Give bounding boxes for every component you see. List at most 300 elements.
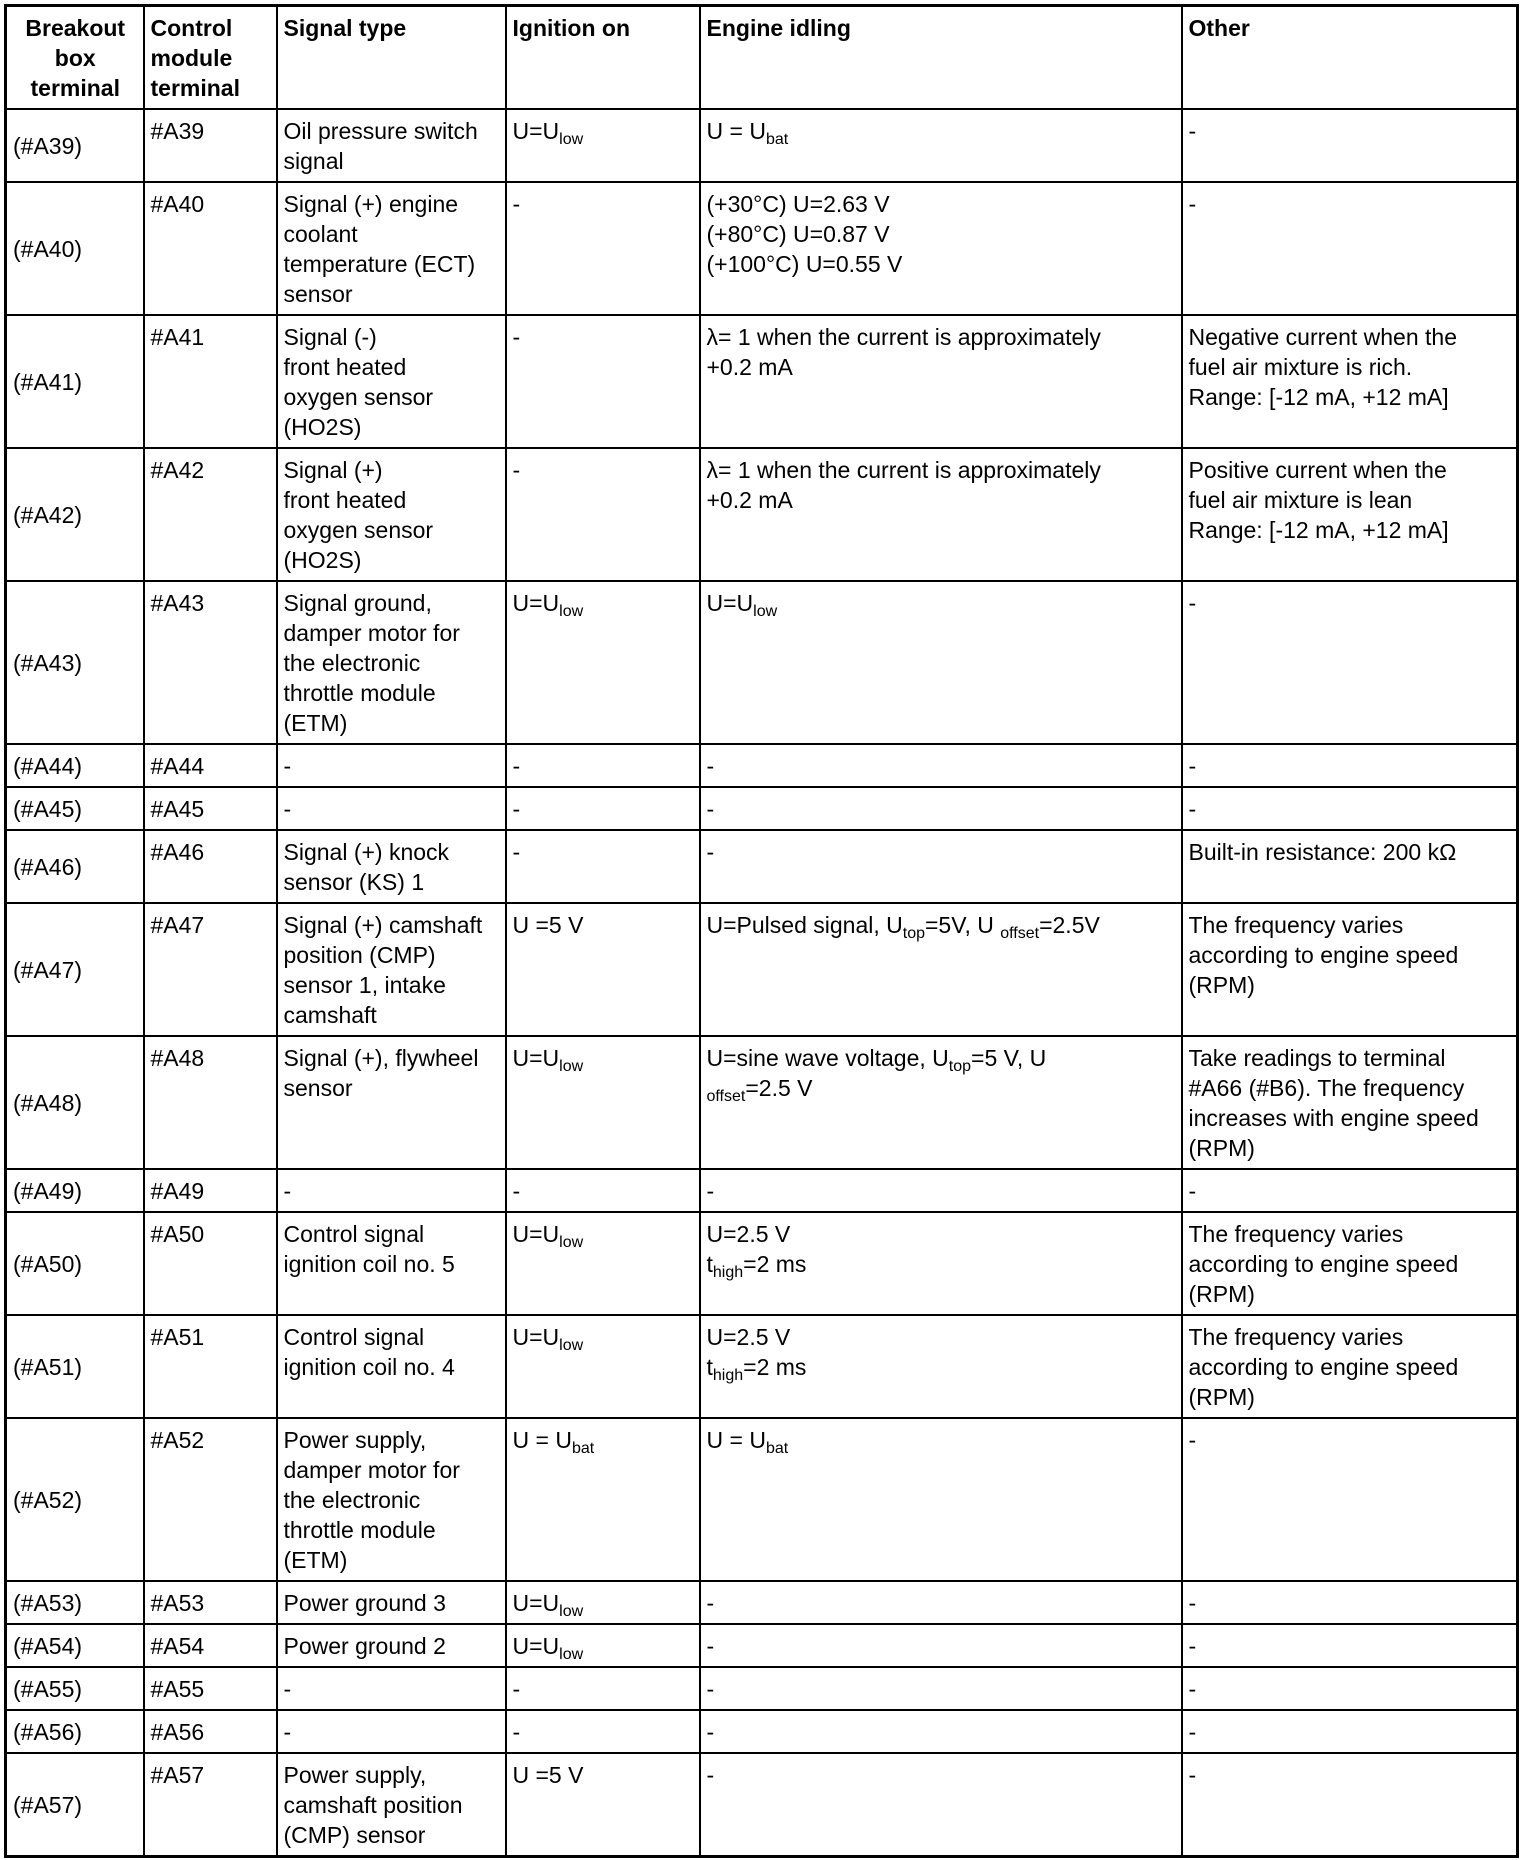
subscript: offset <box>1000 925 1040 942</box>
module-terminal-cell <box>144 1212 277 1315</box>
value-line <box>707 1352 1176 1382</box>
signal-type-cell <box>277 109 506 182</box>
other-line: (RPM) <box>1188 972 1255 998</box>
value-text: - <box>706 1719 715 1745</box>
module-terminal-label: #A42 <box>150 457 205 483</box>
value-text: U = U <box>706 118 766 144</box>
table-row <box>6 787 1518 830</box>
ignition-on-cell <box>506 787 700 830</box>
value-text: =2.5V <box>1039 912 1100 938</box>
table-row <box>6 1753 1518 1857</box>
value-line <box>707 794 1176 824</box>
table-body <box>6 109 1518 1857</box>
value-text: - <box>512 1178 521 1204</box>
value-text: U=Pulsed signal, U <box>706 912 903 938</box>
header-line: Breakout <box>25 15 126 41</box>
value-text: t <box>706 1251 713 1277</box>
other-line: according to engine speed <box>1188 942 1459 968</box>
breakout-terminal-label: (#A43) <box>13 650 83 676</box>
value-text: U=U <box>512 590 560 616</box>
breakout-terminal-cell <box>6 1315 144 1418</box>
value-line <box>707 910 1176 940</box>
other-cell <box>1182 1624 1518 1667</box>
module-terminal-cell <box>144 315 277 448</box>
breakout-terminal-label: (#A53) <box>13 1590 83 1616</box>
value-line <box>513 837 694 867</box>
value-text: - <box>706 1676 715 1702</box>
value-line <box>513 1717 694 1747</box>
module-terminal-cell <box>144 1315 277 1418</box>
table-row <box>6 1667 1518 1710</box>
signal-type-line: - <box>283 753 292 779</box>
value-line <box>707 1322 1176 1352</box>
module-terminal-cell <box>144 787 277 830</box>
header-line: terminal <box>150 75 240 101</box>
signal-type-line: Power ground 3 <box>283 1590 446 1616</box>
table-row <box>6 830 1518 903</box>
value-text: - <box>512 457 521 483</box>
other-line: The frequency varies <box>1188 1221 1404 1247</box>
engine-idling-cell <box>700 903 1182 1036</box>
value-line <box>513 189 694 219</box>
header-ignition-on <box>506 6 700 110</box>
terminal-table-container <box>4 4 1519 1858</box>
signal-type-cell <box>277 1315 506 1418</box>
breakout-terminal-cell <box>6 1624 144 1667</box>
value-line <box>513 1631 694 1661</box>
value-text: +0.2 mA <box>706 487 793 513</box>
module-terminal-cell <box>144 1418 277 1581</box>
header-engine-idling <box>700 6 1182 110</box>
value-text: - <box>706 1590 715 1616</box>
engine-idling-cell <box>700 1418 1182 1581</box>
other-cell <box>1182 581 1518 744</box>
module-terminal-label: #A46 <box>150 839 205 865</box>
value-text: - <box>706 796 715 822</box>
other-line: Range: [-12 mA, +12 mA] <box>1188 384 1449 410</box>
breakout-terminal-cell <box>6 581 144 744</box>
signal-type-line: damper motor for <box>283 620 460 646</box>
signal-type-cell <box>277 1753 506 1857</box>
table-row <box>6 1581 1518 1624</box>
signal-type-line: damper motor for <box>283 1457 460 1483</box>
other-line: Built-in resistance: 200 kΩ <box>1188 839 1457 865</box>
subscript: low <box>559 1646 584 1663</box>
module-terminal-label: #A43 <box>150 590 205 616</box>
header-line: box <box>54 45 96 71</box>
signal-type-line: camshaft <box>283 1002 377 1028</box>
header-control-module-terminal <box>144 6 277 110</box>
other-line: - <box>1188 796 1197 822</box>
ignition-on-cell <box>506 581 700 744</box>
signal-type-cell <box>277 1212 506 1315</box>
signal-type-cell <box>277 787 506 830</box>
value-line <box>513 1219 694 1249</box>
value-text: =2 ms <box>743 1251 807 1277</box>
subscript: bat <box>765 1440 789 1457</box>
value-line <box>513 1425 694 1455</box>
value-line <box>707 1176 1176 1206</box>
value-line <box>707 116 1176 146</box>
ignition-on-cell <box>506 182 700 315</box>
value-text: U=U <box>512 1045 560 1071</box>
other-cell <box>1182 1667 1518 1710</box>
signal-type-line: Signal (+) <box>283 457 383 483</box>
ignition-on-cell <box>506 1418 700 1581</box>
other-cell <box>1182 1753 1518 1857</box>
value-text: U = U <box>706 1427 766 1453</box>
value-text: - <box>512 1719 521 1745</box>
breakout-terminal-cell <box>6 1667 144 1710</box>
value-text: (+30°C) U=2.63 V <box>706 191 890 217</box>
value-line <box>707 1760 1176 1790</box>
value-text: +0.2 mA <box>706 354 793 380</box>
signal-type-cell <box>277 448 506 581</box>
other-line: - <box>1188 1762 1197 1788</box>
value-line <box>707 1674 1176 1704</box>
signal-type-cell <box>277 830 506 903</box>
value-line <box>707 1219 1176 1249</box>
signal-type-line: the electronic <box>283 1487 421 1513</box>
subscript: low <box>559 603 584 620</box>
module-terminal-label: #A39 <box>150 118 205 144</box>
other-line: - <box>1188 753 1197 779</box>
header-signal-type <box>277 6 506 110</box>
value-text: U =5 V <box>512 912 584 938</box>
module-terminal-cell <box>144 448 277 581</box>
other-line: - <box>1188 590 1197 616</box>
breakout-terminal-cell <box>6 744 144 787</box>
module-terminal-cell <box>144 182 277 315</box>
signal-type-line: Signal (+) camshaft <box>283 912 483 938</box>
breakout-terminal-cell <box>6 315 144 448</box>
signal-type-cell <box>277 1710 506 1753</box>
value-line <box>707 352 1176 382</box>
value-text: t <box>706 1354 713 1380</box>
value-text: - <box>512 796 521 822</box>
ignition-on-cell <box>506 109 700 182</box>
breakout-terminal-cell <box>6 182 144 315</box>
value-text: =2 ms <box>743 1354 807 1380</box>
value-line <box>707 1249 1176 1279</box>
engine-idling-cell <box>700 448 1182 581</box>
engine-idling-cell <box>700 1169 1182 1212</box>
other-line: - <box>1188 191 1197 217</box>
engine-idling-cell <box>700 1581 1182 1624</box>
other-cell <box>1182 1036 1518 1169</box>
subscript: low <box>559 1603 584 1620</box>
other-line: #A66 (#B6). The frequency <box>1188 1075 1465 1101</box>
signal-type-cell <box>277 182 506 315</box>
other-line: according to engine speed <box>1188 1354 1459 1380</box>
table-row <box>6 109 1518 182</box>
module-terminal-cell <box>144 903 277 1036</box>
breakout-terminal-label: (#A40) <box>13 236 83 262</box>
value-text: - <box>512 324 521 350</box>
value-line <box>707 1631 1176 1661</box>
engine-idling-cell <box>700 581 1182 744</box>
signal-type-line: Power supply, <box>283 1427 427 1453</box>
value-line <box>707 249 1176 279</box>
value-text: U=U <box>512 118 560 144</box>
value-text: U = U <box>512 1427 572 1453</box>
breakout-terminal-cell <box>6 448 144 581</box>
header-other <box>1182 6 1518 110</box>
other-line: fuel air mixture is lean <box>1188 487 1413 513</box>
other-cell <box>1182 1169 1518 1212</box>
ignition-on-cell <box>506 903 700 1036</box>
value-text: U=U <box>706 590 754 616</box>
other-line: (RPM) <box>1188 1135 1255 1161</box>
signal-type-line: Oil pressure switch <box>283 118 478 144</box>
engine-idling-cell <box>700 315 1182 448</box>
value-line <box>707 588 1176 618</box>
signal-type-line: (HO2S) <box>283 547 362 573</box>
signal-type-line: Signal (+) engine <box>283 191 459 217</box>
value-line <box>513 1674 694 1704</box>
header-line: Ignition on <box>512 15 631 41</box>
value-text: - <box>706 753 715 779</box>
module-terminal-label: #A45 <box>150 796 205 822</box>
signal-type-line: sensor 1, intake <box>283 972 446 998</box>
module-terminal-cell <box>144 1667 277 1710</box>
signal-type-line: (ETM) <box>283 710 348 736</box>
other-cell <box>1182 1418 1518 1581</box>
table-row <box>6 1036 1518 1169</box>
table-row <box>6 1418 1518 1581</box>
module-terminal-label: #A48 <box>150 1045 205 1071</box>
other-line: - <box>1188 1633 1197 1659</box>
value-line <box>707 189 1176 219</box>
engine-idling-cell <box>700 182 1182 315</box>
signal-type-line: Control signal <box>283 1324 425 1350</box>
signal-type-line: sensor <box>283 1075 353 1101</box>
module-terminal-label: #A51 <box>150 1324 205 1350</box>
signal-type-line: - <box>283 1676 292 1702</box>
value-text: U=U <box>512 1633 560 1659</box>
value-line <box>707 1043 1176 1073</box>
signal-type-cell <box>277 581 506 744</box>
ignition-on-cell <box>506 1753 700 1857</box>
signal-type-line: oxygen sensor <box>283 384 434 410</box>
value-line <box>707 485 1176 515</box>
engine-idling-cell <box>700 1212 1182 1315</box>
module-terminal-cell <box>144 744 277 787</box>
header-line: Signal type <box>283 15 407 41</box>
value-text: (+100°C) U=0.55 V <box>706 251 903 277</box>
other-line: The frequency varies <box>1188 1324 1404 1350</box>
other-line: - <box>1188 118 1197 144</box>
other-line: fuel air mixture is rich. <box>1188 354 1413 380</box>
value-line <box>707 322 1176 352</box>
other-cell <box>1182 109 1518 182</box>
module-terminal-label: #A40 <box>150 191 205 217</box>
signal-type-line: throttle module <box>283 680 436 706</box>
signal-type-line: ignition coil no. 5 <box>283 1251 455 1277</box>
breakout-terminal-label: (#A49) <box>13 1178 83 1204</box>
header-breakout-box-terminal <box>6 6 144 110</box>
breakout-terminal-label: (#A56) <box>13 1719 83 1745</box>
value-text: U=U <box>512 1590 560 1616</box>
signal-type-line: temperature (ECT) <box>283 251 476 277</box>
value-line <box>707 219 1176 249</box>
module-terminal-label: #A50 <box>150 1221 205 1247</box>
other-line: according to engine speed <box>1188 1251 1459 1277</box>
value-text: - <box>706 839 715 865</box>
value-line <box>707 1588 1176 1618</box>
value-line <box>513 1176 694 1206</box>
table-row <box>6 1624 1518 1667</box>
engine-idling-cell <box>700 1624 1182 1667</box>
module-terminal-label: #A55 <box>150 1676 205 1702</box>
module-terminal-cell <box>144 1624 277 1667</box>
value-line <box>707 1717 1176 1747</box>
terminal-values-table <box>4 4 1519 1858</box>
signal-type-line: the electronic <box>283 650 421 676</box>
other-cell <box>1182 903 1518 1036</box>
subscript: low <box>753 603 778 620</box>
module-terminal-label: #A49 <box>150 1178 205 1204</box>
subscript: low <box>559 1337 584 1354</box>
header-line: Engine idling <box>706 15 851 41</box>
other-line: (RPM) <box>1188 1281 1255 1307</box>
other-line: - <box>1188 1178 1197 1204</box>
table-row <box>6 1212 1518 1315</box>
signal-type-line: sensor <box>283 281 353 307</box>
module-terminal-cell <box>144 830 277 903</box>
breakout-terminal-cell <box>6 1581 144 1624</box>
signal-type-line: Control signal <box>283 1221 425 1247</box>
breakout-terminal-cell <box>6 1710 144 1753</box>
module-terminal-cell <box>144 1581 277 1624</box>
table-row <box>6 1169 1518 1212</box>
signal-type-line: Signal (+), flywheel <box>283 1045 479 1071</box>
value-text: - <box>706 1178 715 1204</box>
table-row <box>6 744 1518 787</box>
other-cell <box>1182 1710 1518 1753</box>
value-text: =5 V, U <box>971 1045 1047 1071</box>
ignition-on-cell <box>506 1667 700 1710</box>
value-line <box>513 1043 694 1073</box>
table-row <box>6 581 1518 744</box>
header-line: Control <box>150 15 233 41</box>
value-text: λ= 1 when the current is approximately <box>706 324 1101 350</box>
module-terminal-cell <box>144 1169 277 1212</box>
breakout-terminal-label: (#A52) <box>13 1487 83 1513</box>
signal-type-line: coolant <box>283 221 358 247</box>
signal-type-line: ignition coil no. 4 <box>283 1354 455 1380</box>
value-line <box>707 837 1176 867</box>
other-line: - <box>1188 1427 1197 1453</box>
signal-type-line: oxygen sensor <box>283 517 434 543</box>
breakout-terminal-cell <box>6 1036 144 1169</box>
engine-idling-cell <box>700 1710 1182 1753</box>
ignition-on-cell <box>506 1212 700 1315</box>
value-line <box>513 455 694 485</box>
breakout-terminal-label: (#A50) <box>13 1251 83 1277</box>
breakout-terminal-cell <box>6 830 144 903</box>
engine-idling-cell <box>700 1753 1182 1857</box>
other-line: Negative current when the <box>1188 324 1457 350</box>
value-line <box>513 794 694 824</box>
signal-type-line: throttle module <box>283 1517 436 1543</box>
other-cell <box>1182 744 1518 787</box>
breakout-terminal-cell <box>6 903 144 1036</box>
ignition-on-cell <box>506 1581 700 1624</box>
table-row <box>6 1315 1518 1418</box>
value-line <box>707 1425 1176 1455</box>
engine-idling-cell <box>700 1667 1182 1710</box>
subscript: high <box>712 1367 744 1384</box>
other-line: increases with engine speed <box>1188 1105 1479 1131</box>
value-text: (+80°C) U=0.87 V <box>706 221 890 247</box>
table-row <box>6 315 1518 448</box>
value-line <box>513 1322 694 1352</box>
value-text: - <box>512 191 521 217</box>
subscript: low <box>559 1234 584 1251</box>
table-row <box>6 903 1518 1036</box>
signal-type-line: - <box>283 796 292 822</box>
signal-type-cell <box>277 315 506 448</box>
engine-idling-cell <box>700 1036 1182 1169</box>
breakout-terminal-cell <box>6 1753 144 1857</box>
breakout-terminal-label: (#A54) <box>13 1633 83 1659</box>
subscript: low <box>559 131 584 148</box>
signal-type-cell <box>277 1581 506 1624</box>
module-terminal-cell <box>144 109 277 182</box>
breakout-terminal-label: (#A39) <box>13 133 83 159</box>
breakout-terminal-label: (#A44) <box>13 753 83 779</box>
engine-idling-cell <box>700 830 1182 903</box>
subscript: low <box>559 1058 584 1075</box>
other-cell <box>1182 315 1518 448</box>
value-line <box>513 910 694 940</box>
module-terminal-cell <box>144 581 277 744</box>
value-text: U =5 V <box>512 1762 584 1788</box>
breakout-terminal-cell <box>6 1212 144 1315</box>
breakout-terminal-label: (#A46) <box>13 854 83 880</box>
signal-type-line: Signal (-) <box>283 324 377 350</box>
breakout-terminal-label: (#A42) <box>13 502 83 528</box>
value-line <box>513 322 694 352</box>
other-cell <box>1182 787 1518 830</box>
value-text: U=2.5 V <box>706 1324 791 1350</box>
value-text: λ= 1 when the current is approximately <box>706 457 1101 483</box>
signal-type-cell <box>277 1667 506 1710</box>
value-text: U=U <box>512 1221 560 1247</box>
signal-type-line: (ETM) <box>283 1547 348 1573</box>
other-line: - <box>1188 1719 1197 1745</box>
module-terminal-label: #A44 <box>150 753 205 779</box>
signal-type-cell <box>277 1036 506 1169</box>
module-terminal-label: #A41 <box>150 324 205 350</box>
table-row <box>6 182 1518 315</box>
breakout-terminal-label: (#A48) <box>13 1090 83 1116</box>
breakout-terminal-label: (#A55) <box>13 1676 83 1702</box>
signal-type-line: - <box>283 1178 292 1204</box>
module-terminal-cell <box>144 1710 277 1753</box>
signal-type-line: Power supply, <box>283 1762 427 1788</box>
ignition-on-cell <box>506 1315 700 1418</box>
value-line <box>707 455 1176 485</box>
subscript: bat <box>765 131 789 148</box>
table-header-row <box>6 6 1518 110</box>
value-text: =5V, U <box>925 912 1001 938</box>
value-line <box>513 1588 694 1618</box>
breakout-terminal-label: (#A57) <box>13 1792 83 1818</box>
value-text: =2.5 V <box>745 1075 813 1101</box>
value-line <box>707 751 1176 781</box>
